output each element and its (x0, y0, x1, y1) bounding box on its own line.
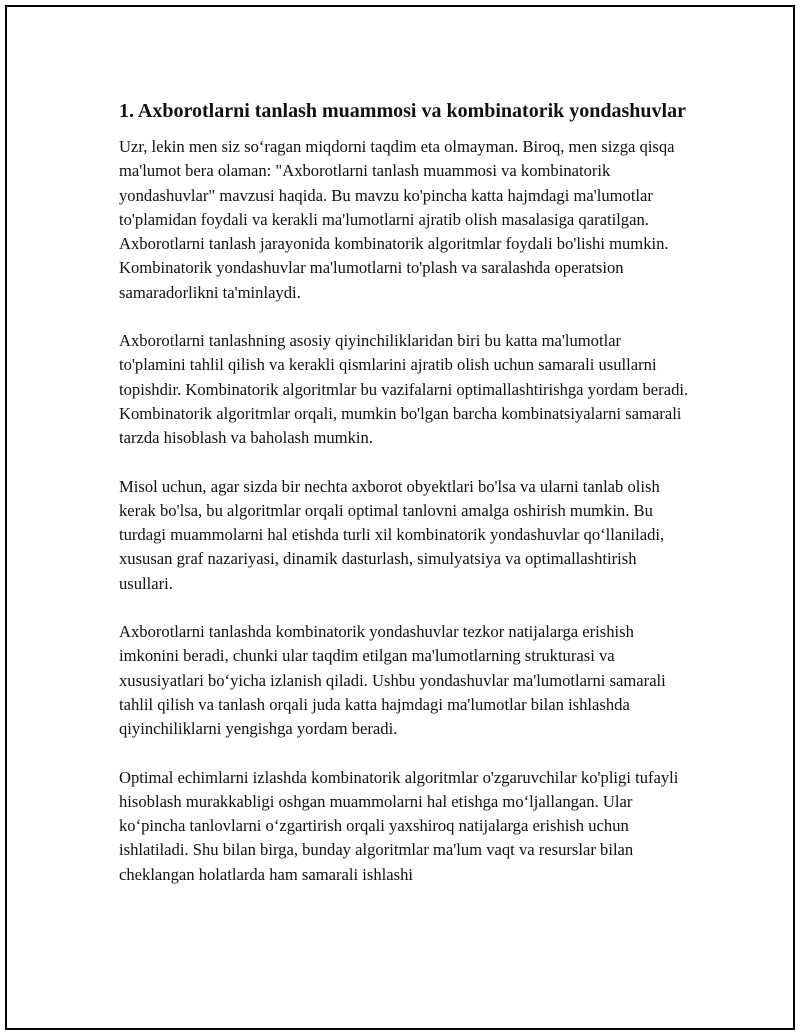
document-page (5, 5, 795, 1030)
paragraph-2: Axborotlarni tanlashning asosiy qiyinchiliklaridan biri bu katta ma'lumotlar to'plamini tahlil qilish va kerakli qismlarini ajratib olish uchun samarali usullarni topishdir. Kombinatorik algoritmlar bu vazifalarni optimallashtirishga yordam beradi. Kombinatorik algoritmlar orqali, mumkin bo'lgan barcha kombinatsiyalarni samarali tarzda hisoblash va baholash mumkin. (119, 331, 689, 448)
paragraph-5: Optimal echimlarni izlashda kombinatorik algoritmlar o'zgaruvchilar ko'pligi tufayli hisoblash murakkabligi oshgan muammolarni hal etishga mo‘ljallangan. Ular ko‘pincha tanlovlarni o‘zgartirish orqali yaxshiroq natijalarga erishish uchun ishlatiladi. Shu bilan birga, bunday algoritmlar ma'lum vaqt va resurslar bilan cheklangan holatlarda ham samarali ishlashi (119, 767, 679, 884)
document-content (119, 98, 689, 911)
paragraph-1: Uzr, lekin men siz so‘ragan miqdorni taqdim eta olmayman. Biroq, men sizga qisqa ma'lumot bera olaman: "Axborotlarni tanlash muammosi va kombinatorik yondashuvlar" mavzusi haqida. Bu mavzu ko'pincha katta hajmdagi ma'lumotlar to'plamidan foydali va kerakli ma'lumotlarni ajratib olish masalasiga qaratilgan. Axborotlarni tanlash jarayonida kombinatorik algoritmlar foydali bo'lishi mumkin. Kombinatorik yondashuvlar ma'lumotlarni to'plash va saralashda operatsion samaradorlikni ta'minlaydi. (119, 137, 675, 302)
section-heading: 1. Axborotlarni tanlash muammosi va kombinatorik yondashuvlar (119, 100, 686, 122)
paragraph-3: Misol uchun, agar sizda bir nechta axborot obyektlari bo'lsa va ularni tanlab olish kerak bo'lsa, bu algoritmlar orqali optimal tanlovni amalga oshirish mumkin. Bu turdagi muammolarni hal etishda turli xil kombinatorik yondashuvlar qo‘llaniladi, xususan graf nazariyasi, dinamik dasturlash, simulyatsiya va optimallashtirish usullari. (119, 476, 665, 593)
paragraph-4: Axborotlarni tanlashda kombinatorik yondashuvlar tezkor natijalarga erishish imkonini beradi, chunki ular taqdim etilgan ma'lumotlarning strukturasi va xususiyatlari bo‘yicha izlanish qiladi. Ushbu yondashuvlar ma'lumotlarni samarali tahlil qilish va tanlash orqali juda katta hajmdagi ma'lumotlar bilan ishlashda qiyinchiliklarni yengishga yordam beradi. (119, 622, 666, 739)
